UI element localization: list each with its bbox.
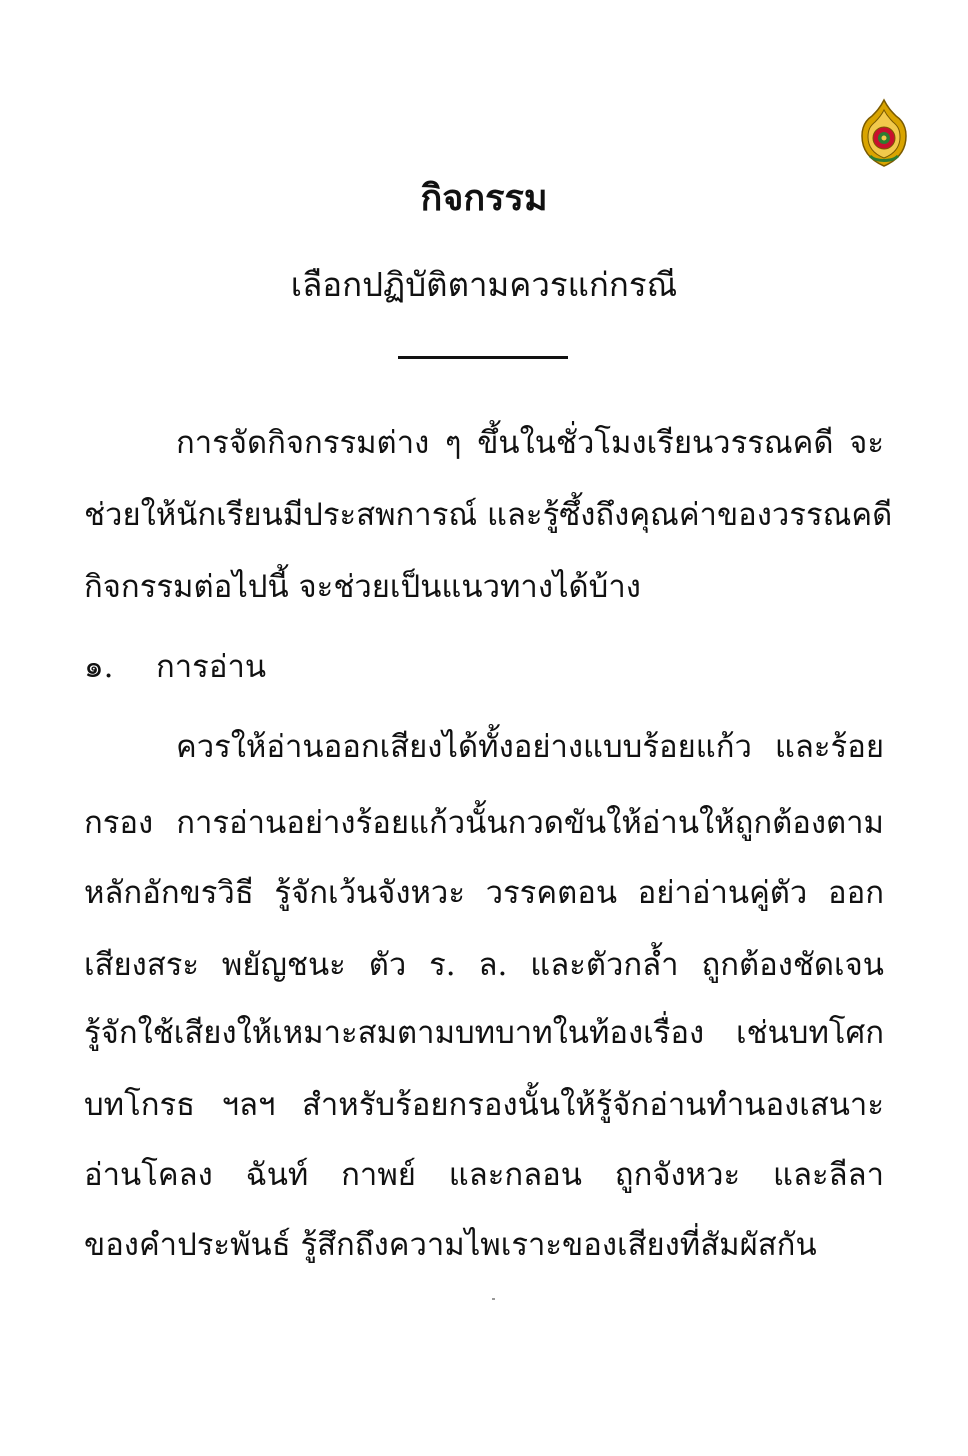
page-title: กิจกรรม bbox=[420, 177, 548, 219]
royal-seal-icon bbox=[858, 98, 910, 168]
title-divider bbox=[398, 356, 568, 359]
intro-line: ช่วยให้นักเรียนมีประสพการณ์ และรู้ซึ้งถึงคุณค่าของวรรณคดี bbox=[84, 497, 893, 533]
page-subtitle: เลือกปฏิบัติตามควรแก่กรณี bbox=[290, 265, 678, 304]
body-line: รู้จักใช้เสียงให้เหมาะสมตามบทบาทในท้องเรื่อง เช่นบทโศก bbox=[84, 1015, 884, 1051]
body-line: อ่านโคลง ฉันท์ กาพย์ และกลอน ถูกจังหวะ และลีลา bbox=[84, 1157, 884, 1193]
section-heading bbox=[84, 642, 884, 692]
scan-speck bbox=[492, 1298, 495, 1300]
body-line: หลักอักขรวิธี รู้จักเว้นจังหวะ วรรคตอน อย่าอ่านคู่ตัว ออก bbox=[84, 875, 884, 911]
body-line: บทโกรธ ฯลฯ สำหรับร้อยกรองนั้นให้รู้จักอ่านทำนองเสนาะ bbox=[84, 1087, 884, 1123]
body-line: เสียงสระ พยัญชนะ ตัว ร. ล. และตัวกล้ำ ถูกต้องชัดเจน bbox=[84, 947, 884, 983]
body-line: กรอง การอ่านอย่างร้อยแก้วนั้นกวดขันให้อ่านให้ถูกต้องตาม bbox=[84, 805, 884, 841]
body-line: ของคำประพันธ์ รู้สึกถึงความไพเราะของเสียงที่สัมผัสกัน bbox=[84, 1227, 817, 1263]
body-line: ควรให้อ่านออกเสียงได้ทั้งอย่างแบบร้อยแก้ว และร้อย bbox=[176, 729, 884, 765]
section-number: ๑. bbox=[84, 649, 114, 685]
intro-line: กิจกรรมต่อไปนี้ จะช่วยเป็นแนวทางได้บ้าง bbox=[84, 569, 641, 605]
intro-line: การจัดกิจกรรมต่าง ๆ ขึ้นในชั่วโมงเรียนวรรณคดี จะ bbox=[176, 425, 884, 461]
section-heading-text: การอ่าน bbox=[156, 649, 267, 685]
